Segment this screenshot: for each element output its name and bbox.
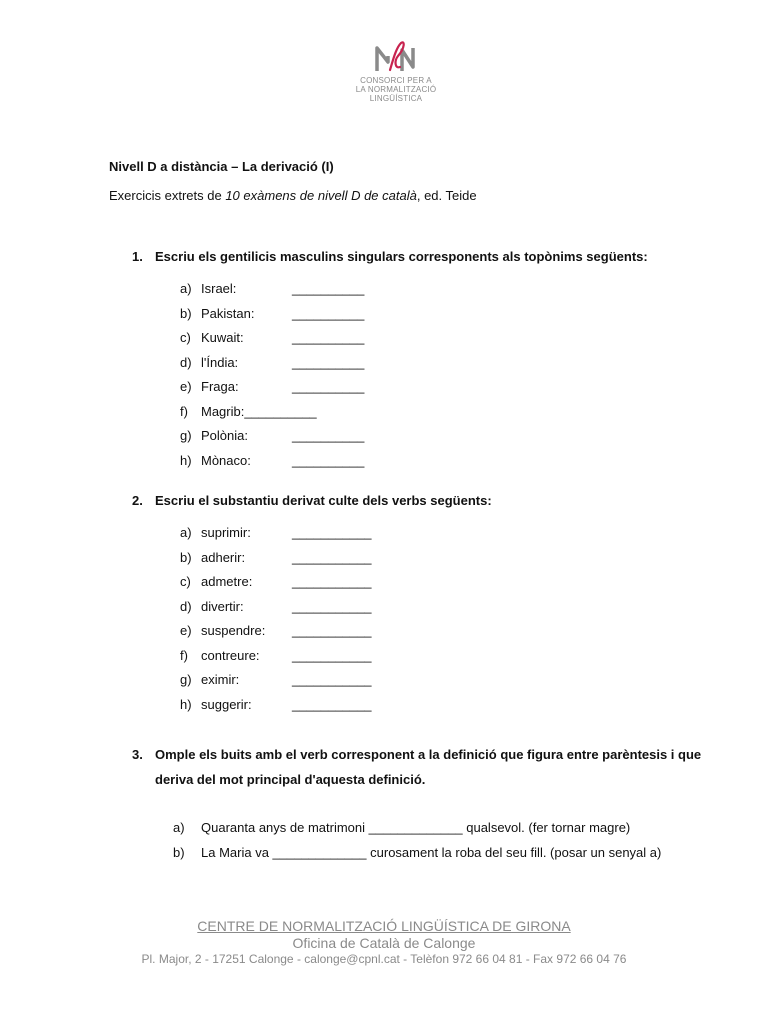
footer <box>0 918 768 967</box>
answer-blank: __________ <box>292 305 365 321</box>
item-letter: d) <box>180 354 192 370</box>
list-item <box>180 351 365 376</box>
item-letter: c) <box>180 330 191 345</box>
answer-blank: __________ <box>292 428 365 443</box>
item-letter: e) <box>180 379 192 394</box>
item-letter: g) <box>180 428 192 443</box>
answer-blank: ___________ <box>292 525 372 540</box>
question-2 <box>132 488 492 513</box>
subtitle-book: 10 exàmens de nivell D de català <box>225 188 417 203</box>
list-item <box>180 326 365 351</box>
list-item <box>180 400 317 425</box>
item-text: Kuwait: <box>201 330 244 345</box>
list-item <box>180 595 372 620</box>
item-letter: d) <box>180 598 192 614</box>
list-item <box>180 693 372 718</box>
question-3-line-2: deriva del mot principal d'aquesta definició. <box>155 772 426 787</box>
list-item <box>180 570 372 595</box>
answer-blank: ___________ <box>292 574 372 589</box>
list-item <box>180 424 365 449</box>
item-letter: h) <box>180 696 192 712</box>
item-text: Magrib:__________ <box>201 403 317 419</box>
cpnl-logo <box>346 40 446 103</box>
item-letter: f) <box>180 403 188 419</box>
footer-organization: CENTRE DE NORMALITZACIÓ LINGÜÍSTICA DE GIRONA <box>197 918 571 934</box>
question-2-number: 2. <box>132 493 143 508</box>
list-item <box>180 644 372 669</box>
item-text: contreure: <box>201 647 260 663</box>
item-text: Fraga: <box>201 379 239 394</box>
answer-blank: ___________ <box>292 672 372 687</box>
answer-blank: ___________ <box>292 647 372 663</box>
list-item <box>173 840 661 865</box>
subtitle-pre: Exercicis extrets de <box>109 188 226 203</box>
answer-blank: ___________ <box>292 549 372 565</box>
list-item <box>180 668 372 693</box>
cpnl-logo-icon <box>374 40 418 74</box>
answer-blank: __________ <box>292 379 365 394</box>
question-1 <box>132 244 648 269</box>
document-subtitle <box>109 188 477 203</box>
list-item <box>180 375 365 400</box>
document-title: Nivell D a distància – La derivació (I) <box>109 159 334 174</box>
item-text: divertir: <box>201 598 244 614</box>
item-text: suprimir: <box>201 525 251 540</box>
answer-blank: ___________ <box>292 696 372 712</box>
item-letter: a) <box>180 525 192 540</box>
subtitle-post: , ed. Teide <box>416 188 477 203</box>
item-text: Pakistan: <box>201 305 255 321</box>
question-3-number: 3. <box>132 747 143 762</box>
question-3-line-1: Omple els buits amb el verb corresponent a la definició que figura entre parèntesis i que <box>155 747 702 762</box>
list-item <box>180 521 372 546</box>
answer-blank: ___________ <box>292 598 372 614</box>
item-letter: c) <box>180 574 191 589</box>
item-text: Israel: <box>201 281 237 296</box>
answer-blank: ___________ <box>292 623 372 638</box>
answer-blank: __________ <box>292 452 365 468</box>
question-1-number: 1. <box>132 249 143 264</box>
item-text: admetre: <box>201 574 253 589</box>
item-letter: e) <box>180 623 192 638</box>
list-item <box>180 546 372 571</box>
item-text: La Maria va _____________ curosament la roba del seu fill. (posar un senyal a) <box>201 845 662 860</box>
item-text: Polònia: <box>201 428 248 443</box>
item-text: Mònaco: <box>201 452 251 468</box>
list-item <box>173 815 661 840</box>
question-1-text: Escriu els gentilicis masculins singulars corresponents als topònims següents: <box>155 249 648 264</box>
question-3-list <box>173 815 661 865</box>
item-letter: a) <box>180 281 192 296</box>
logo-line-1: CONSORCI PER A <box>360 76 432 85</box>
footer-contact: Pl. Major, 2 - 17251 Calonge - calonge@cpnl.cat - Telèfon 972 66 04 81 - Fax 972 66 04 76 <box>141 952 627 966</box>
item-letter: h) <box>180 452 192 468</box>
answer-blank: __________ <box>292 354 365 370</box>
item-text: suggerir: <box>201 696 252 712</box>
item-text: l'Índia: <box>201 354 239 370</box>
item-text: adherir: <box>201 549 246 565</box>
list-item <box>180 619 372 644</box>
question-3 <box>132 742 701 792</box>
item-text: Quaranta anys de matrimoni _____________ qualsevol. (fer tornar magre) <box>201 820 631 835</box>
question-2-list <box>180 521 372 717</box>
list-item <box>180 277 365 302</box>
item-letter: b) <box>180 549 192 565</box>
list-item <box>180 449 365 474</box>
item-text: eximir: <box>201 672 240 687</box>
logo-line-2: LA NORMALITZACIÓ <box>355 85 437 94</box>
question-1-list <box>180 277 365 473</box>
item-letter: b) <box>173 845 185 860</box>
item-letter: b) <box>180 305 192 321</box>
item-letter: g) <box>180 672 192 687</box>
item-letter: a) <box>173 820 185 835</box>
answer-blank: __________ <box>292 281 365 296</box>
logo-line-3: LINGÜÍSTICA <box>369 94 423 103</box>
item-text: suspendre: <box>201 623 266 638</box>
item-letter: f) <box>180 647 188 663</box>
list-item <box>180 302 365 327</box>
answer-blank: __________ <box>292 330 365 345</box>
footer-office: Oficina de Català de Calonge <box>292 935 476 951</box>
question-2-text: Escriu el substantiu derivat culte dels verbs següents: <box>155 493 492 508</box>
